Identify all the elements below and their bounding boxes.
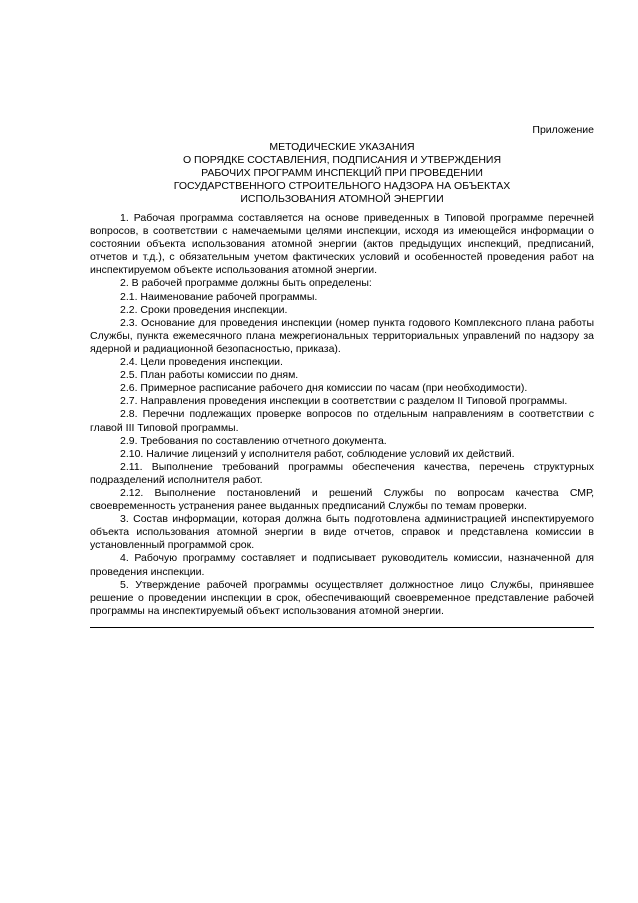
paragraph: 2.4. Цели проведения инспекции.: [120, 356, 283, 369]
title-line: ИСПОЛЬЗОВАНИЯ АТОМНОЙ ЭНЕРГИИ: [240, 193, 444, 205]
paragraph: 2.10. Наличие лицензий у исполнителя работ, соблюдение условий их действий.: [120, 447, 515, 460]
paragraph: 2.12. Выполнение постановлений и решений Службы по вопросам качества СМР, своевременность устранения ранее выданных предписаний Службы по темам проверки.: [90, 486, 594, 513]
paragraph: 2.2. Сроки проведения инспекции.: [120, 303, 288, 316]
title-line: МЕТОДИЧЕСКИЕ УКАЗАНИЯ: [269, 141, 415, 153]
paragraph: 2.5. План работы комиссии по дням.: [120, 369, 299, 382]
paragraph: 2.9. Требования по составлению отчетного документа.: [120, 434, 387, 447]
paragraph: 1. Рабочая программа составляется на основе приведенных в Типовой программе перечней вопросов, в соответствии с намечаемыми целями инспекции, исходя из имеющейся информации о состоянии объекта использования атомной энергии (актов предыдущих инспекций, предписаний, отчетов и т.д.), с обязательным учетом фактических условий и особенностей проведения работ на инспектируемом объекте использования атомной энергии.: [90, 212, 594, 277]
paragraph: 3. Состав информации, которая должна быть подготовлена администрацией инспектируемого объекта использования атомной энергии в виде отчетов, справок и представлена комиссии в установленный программой срок.: [90, 513, 594, 552]
paragraph: 2.11. Выполнение требований программы обеспечения качества, перечень структурных подразделений исполнителя работ.: [90, 460, 594, 486]
title-line: ГОСУДАРСТВЕННОГО СТРОИТЕЛЬНОГО НАДЗОРА НА ОБЪЕКТАХ: [173, 180, 511, 192]
paragraph: 2.3. Основание для проведения инспекции (номер пункта годового Комплексного плана работы Службы, пункта ежемесячного плана межрегиональных территориальных управлений по надзору за ядерной и радиационной безопасностью, приказа).: [90, 316, 594, 355]
paragraph: 4. Рабочую программу составляет и подписывает руководитель комиссии, назначенной для проведения инспекции.: [90, 552, 594, 578]
paragraph: 5. Утверждение рабочей программы осуществляет должностное лицо Службы, принявшее решение о проведении инспекции в срок, обеспечивающий своевременное представление рабочей программы на инспектируемый объект использования атомной энергии.: [90, 578, 594, 617]
bottom-divider: [90, 627, 594, 628]
paragraph: 2.8. Перечни подлежащих проверке вопросов по отдельным направлениям в соответствии с главой III Типовой программы.: [90, 408, 594, 434]
paragraph: 2.6. Примерное расписание рабочего дня комиссии по часам (при необходимости).: [120, 382, 528, 395]
document-title: [90, 141, 594, 206]
paragraph: 2. В рабочей программе должны быть определены:: [120, 277, 372, 290]
document-body: [90, 212, 594, 618]
paragraph: 2.7. Направления проведения инспекции в соответствии с разделом II Типовой программы.: [120, 395, 568, 408]
paragraph: 2.1. Наименование рабочей программы.: [120, 290, 318, 303]
title-line: РАБОЧИХ ПРОГРАММ ИНСПЕКЦИЙ ПРИ ПРОВЕДЕНИИ: [201, 167, 483, 179]
title-line: О ПОРЯДКЕ СОСТАВЛЕНИЯ, ПОДПИСАНИЯ И УТВЕРЖДЕНИЯ: [182, 154, 502, 166]
appendix-label: Приложение: [532, 124, 594, 136]
